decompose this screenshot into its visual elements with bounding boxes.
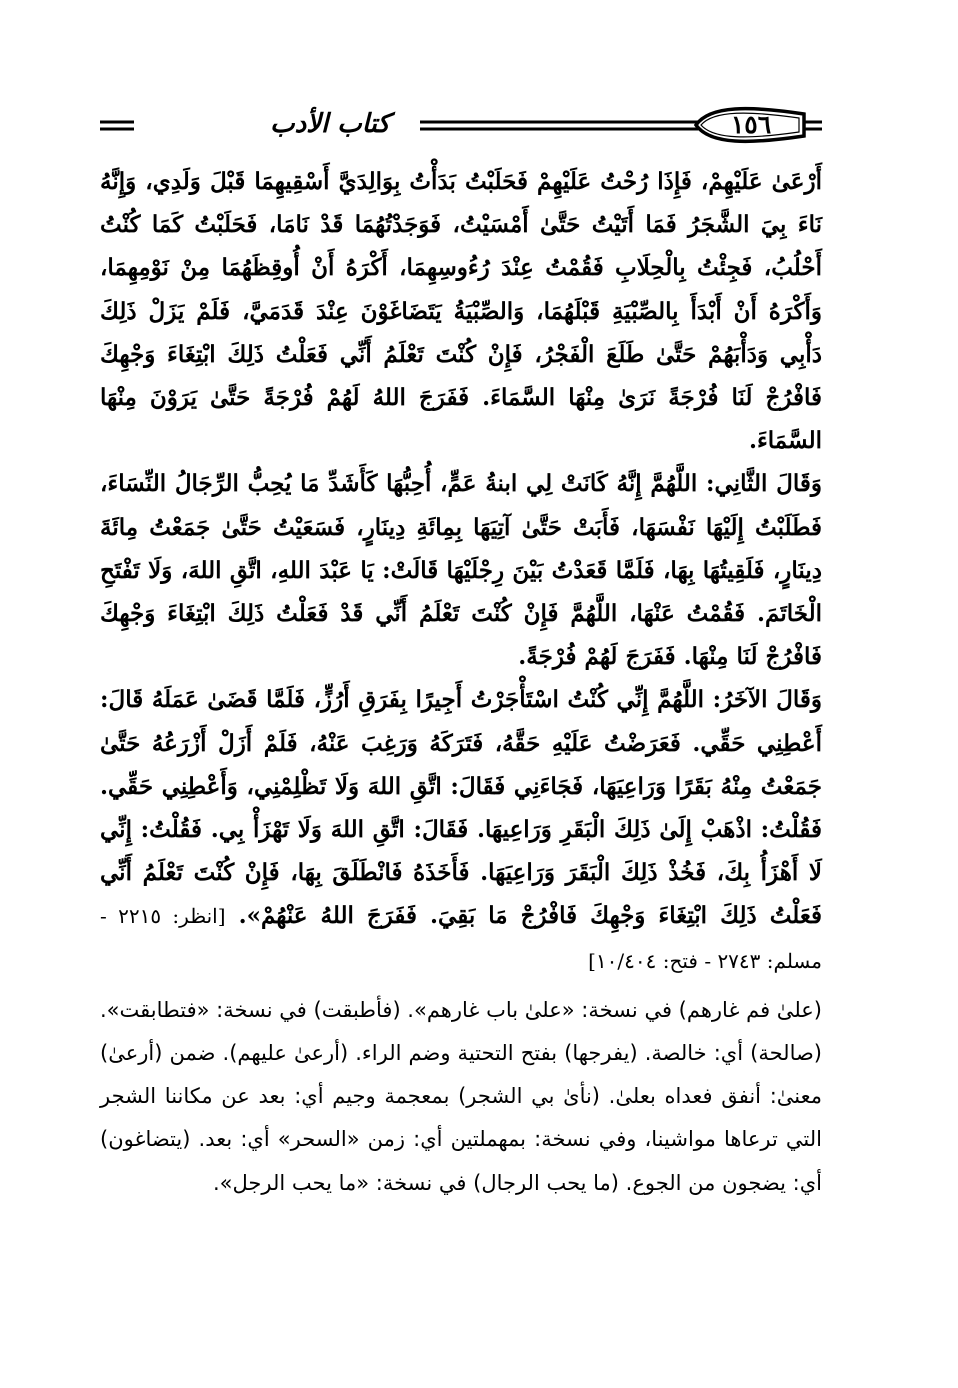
book-title: كتاب الأدب bbox=[240, 104, 420, 144]
page-number: ١٥٦ bbox=[730, 110, 772, 139]
hadith-paragraph-3-text: وَقَالَ الآخَرُ: اللَّهُمَّ إِنِّي كُنْتُ اسْتَأْجَرْتُ أَجِيرًا بِفَرَقِ أَرُزٍّ، فَلَمَّا قَضَىٰ عَمَلَهُ قَالَ: أَعْطِنِي حَقِّي. فَعَرَضْتُ عَلَيْهِ حَقَّهُ، فَتَرَكَهُ وَرَغِبَ عَنْهُ، فَلَمْ أَزَلْ أَزْرَعُهُ حَتَّىٰ جَمَعْتُ مِنْهُ بَقَرًا وَرَاعِيَهَا، فَجَاءَنِي فَقَالَ: اتَّقِ اللهَ وَلَا تَظْلِمْنِي، وَأَعْطِنِي حَقِّي. فَقُلْتُ: اذْهَبْ إِلَىٰ ذَلِكَ الْبَقَرِ وَرَاعِيهَا. فَقَالَ: اتَّقِ اللهَ وَلَا تَهْزَأْ بِي. فَقُلْتُ: إِنِّي لَا أَهْزَأُ بِكَ، فَخُذْ ذَلِكَ الْبَقَرَ وَرَاعِيَهَا. فَأَخَذَهُ فَانْطَلَقَ بِهَا، فَإِنْ كُنْتَ تَعْلَمُ أَنِّي فَعَلْتُ ذَلِكَ ابْتِغَاءَ وَجْهِكَ فَافْرُجْ مَا بَقِيَ. فَفَرَجَ اللهُ عَنْهُمْ». bbox=[100, 686, 822, 930]
page-header bbox=[100, 100, 822, 152]
hadith-reference: [انظر: ٢٢١٥ - مسلم: ٢٧٤٣ - فتح: ١٠/٤٠٤] bbox=[100, 904, 822, 973]
hadith-paragraph-2: وَقَالَ الثَّانِي: اللَّهُمَّ إِنَّهُ كَانَتْ لِي ابنةُ عَمٍّ، أُحِبُّهَا كَأَشَدِّ مَا يُحِبُّ الرِّجَالُ النِّسَاءَ، فَطَلَبْتُ إِلَيْهَا نَفْسَهَا، فَأَبَتْ حَتَّىٰ آتِيَهَا بِمِائَةِ دِينَارٍ، فَسَعَيْتُ حَتَّىٰ جَمَعْتُ مِائَةَ دِينَارٍ، فَلَقِيتُهَا بِهَا، فَلَمَّا قَعَدْتُ بَيْنَ رِجْلَيْهَا قَالَتْ: يَا عَبْدَ اللهِ، اتَّقِ اللهَ، وَلَا تَفْتَحِ الْخَاتَمَ. فَقُمْتُ عَنْهَا، اللَّهُمَّ فَإِنْ كُنْتَ تَعْلَمُ أَنِّي قَدْ فَعَلْتُ ذَلِكَ ابْتِغَاءَ وَجْهِكَ فَافْرُجْ لَنَا مِنْهَا. فَفَرَجَ لَهُمْ فُرْجَةً. bbox=[100, 470, 822, 671]
commentary-paragraph: (علىٰ فم غارهم) في نسخة: «علىٰ باب غارهم». (فأطبقت) في نسخة: «فتطابقت». (صالحة) أي: خالصة. (يفرجها) بفتح التحتية وضم الراء. (أرعىٰ عليهم). ضمن (أرعىٰ) معنىٰ: أنفق فعداه بعلىٰ. (نأىٰ بي الشجر) بمعجمة وجيم أي: بعد عن مكاننا الشجر التي ترعاها مواشينا، وفي نسخة: بمهملتين أي: زمن «السحر» أي: بعد. (يتضاغون) أي: يضجون من الجوع. (ما يحب الرجال) في نسخة: «ما يحب الرجل». bbox=[100, 997, 822, 1195]
hadith-paragraph-1: أَرْعَىٰ عَلَيْهِمْ، فَإِذَا رُحْتُ عَلَيْهِمْ فَحَلَبْتُ بَدَأْتُ بِوَالِدَيَّ أَسْقِيهِمَا قَبْلَ وَلَدِي، وَإِنَّهُ نَاءَ بِيَ الشَّجَرُ فَمَا أَتَيْتُ حَتَّىٰ أَمْسَيْتُ، فَوَجَدْتُهُمَا قَدْ نَامَا، فَحَلَبْتُ كَمَا كُنْتُ أَحْلُبُ، فَجِئْتُ بِالْحِلَابِ فَقُمْتُ عِنْدَ رُءُوسِهِمَا، أَكْرَهُ أَنْ أُوقِظَهُمَا مِنْ نَوْمِهِمَا، وَأَكْرَهُ أَنْ أَبْدَأَ بِالصِّبْيَةِ قَبْلَهُمَا، وَالصِّبْيَةُ يَتَضَاغَوْنَ عِنْدَ قَدَمَيَّ، فَلَمْ يَزَلْ ذَلِكَ دَأْبِي وَدَأْبَهُمْ حَتَّىٰ طَلَعَ الْفَجْرُ، فَإِنْ كُنْتَ تَعْلَمُ أَنِّي فَعَلْتُ ذَلِكَ ابْتِغَاءَ وَجْهِكَ فَافْرُجْ لَنَا فُرْجَةً نَرَىٰ مِنْهَا السَّمَاءَ. فَفَرَجَ اللهُ لَهُمْ فُرْجَةً حَتَّىٰ يَرَوْنَ مِنْهَا السَّمَاءَ. bbox=[100, 168, 822, 455]
hadith-paragraph-3 bbox=[100, 678, 822, 982]
page-body bbox=[100, 160, 822, 1205]
